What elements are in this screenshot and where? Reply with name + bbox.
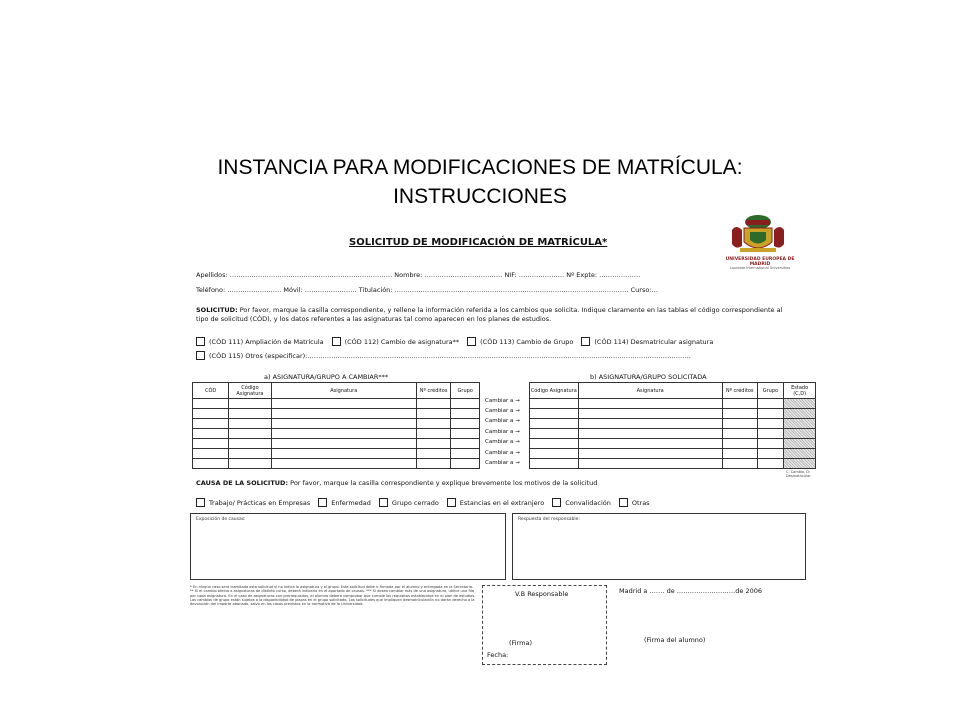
- table-row: [193, 439, 480, 449]
- checkbox[interactable]: [619, 498, 628, 507]
- table-row: [530, 449, 816, 459]
- table-b-header-codigo: Código Asignatura: [530, 383, 579, 399]
- option-convalidacion[interactable]: Convalidación: [552, 498, 611, 507]
- exposicion-label: Exposición de causas:: [196, 517, 246, 522]
- checkbox[interactable]: [467, 337, 476, 346]
- solicitud-text: Por favor, marque la casilla correspondiente, y rellene la información referida a los cambios que solicita. Indique claramente en las tablas el código correspondiente al tipo de solicitud (CÓD), y los datos referentes a las asignaturas tal como aparecen en los planes de estudios.: [196, 306, 783, 323]
- table-b-caption: b) ASIGNATURA/GRUPO SOLICITADA: [590, 373, 707, 381]
- table-row: [530, 429, 816, 439]
- table-row: [530, 459, 816, 469]
- cambiar-label: Cambiar a →: [485, 450, 520, 456]
- firma-alumno-label: (Firma del alumno): [644, 636, 706, 644]
- solicitud-options-row1: [196, 337, 721, 346]
- cambiar-label: Cambiar a →: [485, 439, 520, 445]
- form-document: [186, 208, 811, 663]
- option-estancias[interactable]: Estancias en el extranjero: [447, 498, 544, 507]
- option-cod-112[interactable]: (CÓD 112) Cambio de asignatura**: [332, 337, 460, 346]
- cambiar-label: Cambiar a →: [485, 418, 520, 424]
- table-a-header-asignatura: Asignatura: [271, 383, 416, 399]
- table-row: [193, 399, 480, 409]
- slide-title-line2: INSTRUCCIONES: [393, 185, 567, 208]
- solicitud-options-row2: [196, 351, 699, 360]
- personal-data-row2: Teléfono: ……………………. Móvil: …………………… Titulación: ……………………………………………………………………………………………… Curso:…: [196, 286, 659, 294]
- causa-paragraph: [196, 479, 796, 488]
- form-title: SOLICITUD DE MODIFICACIÓN DE MATRÍCULA*: [349, 237, 608, 248]
- option-cod-111[interactable]: (CÓD 111) Ampliación de Matrícula: [196, 337, 324, 346]
- checkbox[interactable]: [581, 337, 590, 346]
- table-b-header-grupo: Grupo: [757, 383, 784, 399]
- checkbox[interactable]: [196, 498, 205, 507]
- table-row: [530, 439, 816, 449]
- cambiar-label: Cambiar a →: [485, 398, 520, 404]
- checkbox[interactable]: [447, 498, 456, 507]
- table-b-header-asignatura: Asignatura: [578, 383, 722, 399]
- personal-data-row1: Apellidos: ………………………………………………………………… Nombre: ……………………………… NIF: ………………… Nº Expte: ……………….: [196, 271, 641, 279]
- solicitud-label: SOLICITUD:: [196, 306, 238, 314]
- option-otras[interactable]: Otras: [619, 498, 650, 507]
- vb-responsable-box: [482, 585, 607, 665]
- cambiar-label: Cambiar a →: [485, 429, 520, 435]
- table-row: [193, 419, 480, 429]
- table-row: [530, 409, 816, 419]
- exposicion-box[interactable]: [190, 513, 506, 580]
- footnotes: * En ningún caso será tramitada esta solicitud si no indica la asignatura y el grupo. Esta solicitud debe ir firmada por el alumno y entregada en la Secretaría. ** Si el cambio afecta a asignaturas de distinto curso, deberá indicarlo en el apartado de causas. *** Si desea cambiar más de una asignatura, utilice una fila por cada asignatura. En el caso de asignaturas con prerrequisitos, el alumno deberá comprobar que cumple los requisitos establecidos en el plan de estudios. Los cambios de grupo están sujetos a la disponibilidad de plazas en el grupo solicitado. Las solicitudes que impliquen desmatriculación no darán derecho a la devolución del importe abonado, salvo en los casos previstos en la normativa de la Universidad.: [190, 585, 476, 607]
- vb-fecha-label: Fecha:: [487, 651, 509, 659]
- table-b-header-creditos: Nº créditos: [722, 383, 757, 399]
- solicitud-paragraph: [196, 306, 796, 324]
- causa-label: CAUSA DE LA SOLICITUD:: [196, 479, 289, 487]
- option-cod-113[interactable]: (CÓD 113) Cambio de Grupo: [467, 337, 573, 346]
- respuesta-label: Respuesta del responsable:: [518, 517, 580, 522]
- vb-responsable-label: V.B Responsable: [515, 590, 569, 598]
- table-row: [530, 399, 816, 409]
- checkbox[interactable]: [332, 337, 341, 346]
- causa-text: Por favor, marque la casilla correspondiente y explique brevemente los motivos de la solicitud: [288, 479, 598, 487]
- table-row: [193, 429, 480, 439]
- option-grupo-cerrado[interactable]: Grupo cerrado: [379, 498, 439, 507]
- checkbox[interactable]: [196, 337, 205, 346]
- checkbox[interactable]: [552, 498, 561, 507]
- vb-firma-label: (Firma): [509, 639, 533, 647]
- checkbox[interactable]: [379, 498, 388, 507]
- checkbox[interactable]: [196, 351, 205, 360]
- table-row: [193, 449, 480, 459]
- slide-title: [0, 153, 960, 211]
- checkbox[interactable]: [318, 498, 327, 507]
- estado-note: C: Cambio, D: Desmatricular: [786, 470, 811, 478]
- cambiar-label: Cambiar a →: [485, 408, 520, 414]
- table-a-header-cod: CÓD: [193, 383, 229, 399]
- lugar-fecha: Madrid a ……. de ………………………de 2006: [619, 587, 762, 595]
- option-cod-115[interactable]: (CÓD 115) Otros (especificar):……………………………………………………………………………………………………………………………………………………………: [196, 351, 691, 360]
- table-b-header-estado: Estado (C,D): [784, 383, 816, 399]
- option-trabajo[interactable]: Trabajo/ Prácticas en Empresas: [196, 498, 310, 507]
- table-a-header-creditos: Nº créditos: [416, 383, 451, 399]
- slide-title-line1: INSTANCIA PARA MODIFICACIONES DE MATRÍCULA:: [217, 156, 743, 179]
- logo-tagline: Laureate International Universities: [729, 266, 791, 270]
- table-a-header-grupo: Grupo: [451, 383, 480, 399]
- table-a-caption: a) ASIGNATURA/GRUPO A CAMBIAR***: [264, 373, 389, 381]
- table-row: [193, 459, 480, 469]
- table-b: [529, 382, 816, 469]
- table-a-header-codigo: Código Asignatura: [229, 383, 272, 399]
- option-cod-114[interactable]: (CÓD 114) Desmatricular asignatura: [581, 337, 713, 346]
- respuesta-box[interactable]: [512, 513, 806, 580]
- table-row: [193, 409, 480, 419]
- logo-name: UNIVERSIDAD EUROPEA DE MADRID: [725, 257, 795, 267]
- table-row: [530, 419, 816, 429]
- option-enfermedad[interactable]: Enfermedad: [318, 498, 371, 507]
- causa-options: [196, 498, 658, 507]
- cambiar-label: Cambiar a →: [485, 460, 520, 466]
- table-a: [192, 382, 480, 469]
